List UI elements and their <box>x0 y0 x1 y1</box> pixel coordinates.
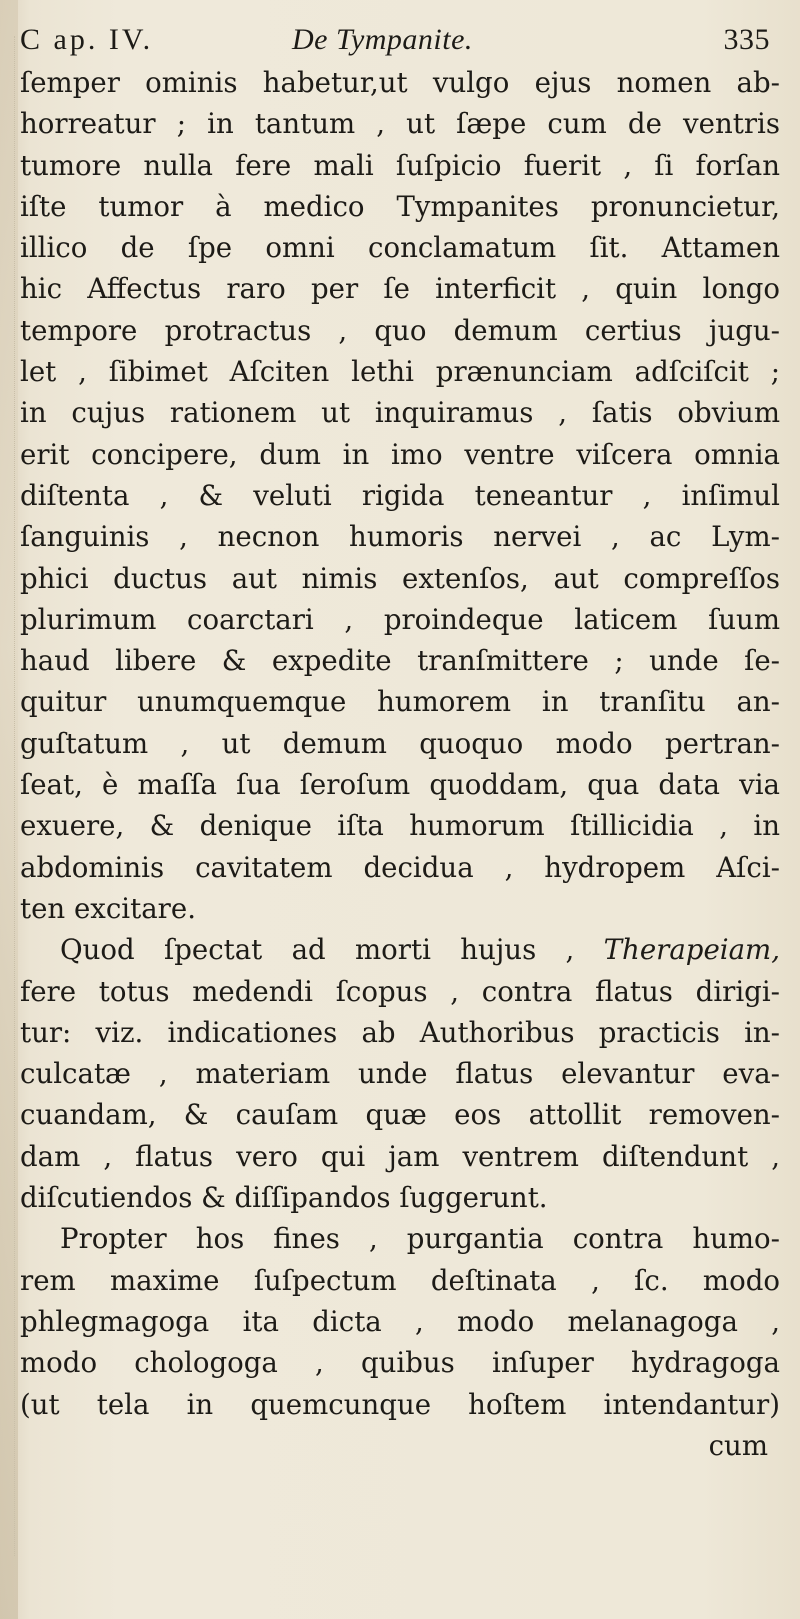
catchword: cum <box>708 1428 768 1462</box>
text-line: ſanguinis , necnon humoris nervei , ac Lym- <box>20 520 780 554</box>
text-line: diſtenta , & veluti rigida teneantur , inſimul <box>20 478 780 512</box>
text-line: guſtatum , ut demum quoquo modo pertran- <box>20 726 780 760</box>
text-line: phici ductus aut nimis extenſos, aut compreſſos <box>20 561 780 595</box>
text-line: plurimum coarctari , proindeque laticem ſuum <box>20 602 780 636</box>
text-fragment: Quod ſpectat ad morti hujus , <box>60 933 604 967</box>
text-line: fere totus medendi ſcopus , contra flatus dirigi- <box>20 974 780 1008</box>
text-line: let , ſibimet Aſciten lethi prænunciam adſciſcit ; <box>20 355 780 389</box>
text-line: illico de ſpe omni conclamatum ſit. Attamen <box>20 231 780 265</box>
text-line: horreatur ; in tantum , ut ſæpe cum de ventris <box>20 107 780 141</box>
text-line: cuandam, & cauſam quæ eos attollit removen- <box>20 1098 780 1132</box>
text-line: ſemper ominis habetur,ut vulgo ejus nomen ab- <box>20 66 780 99</box>
text-line: abdominis cavitatem decidua , hydropem Aſci- <box>20 850 780 884</box>
running-title: De Tympanite. <box>292 23 473 56</box>
chapter-heading: C ap. IV. <box>20 23 154 56</box>
text-line: hic Affectus raro per ſe interficit , quin longo <box>20 272 780 306</box>
text-line: tumore nulla fere mali ſuſpicio fuerit , ſi forſan <box>20 148 780 182</box>
text-line: tur: viz. indicationes ab Authoribus practicis in- <box>20 1015 780 1049</box>
italic-term: Therapeiam, <box>603 933 780 967</box>
page-number: 335 <box>723 23 770 56</box>
text-line: phlegmagoga ita dicta , modo melanagoga , <box>20 1304 780 1338</box>
text-line: (ut tela in quemcunque hoſtem intendantur) <box>20 1387 780 1421</box>
text-line: dam , flatus vero qui jam ventrem diſtendunt , <box>20 1139 780 1173</box>
text-line: in cujus rationem ut inquiramus , ſatis obvium <box>20 396 780 430</box>
body-text <box>20 62 780 1466</box>
gutter-shadow <box>0 0 18 1619</box>
paragraph-first-line <box>20 929 780 970</box>
page-header <box>20 14 780 66</box>
text-line: haud libere & expedite tranſmittere ; unde ſe- <box>20 644 780 678</box>
text-line: rem maxime ſuſpectum deſtinata , ſc. modo <box>20 1263 780 1297</box>
text-line: exuere, & denique iſta humorum ſtillicidia , in <box>20 809 780 843</box>
text-line: diſcutiendos & diſſipandos ſuggerunt. <box>20 1181 548 1215</box>
paragraph-first-line: Propter hos fines , purgantia contra humo- <box>60 1222 780 1256</box>
text-line: ſeat, è maſſa ſua ſeroſum quoddam, qua data via <box>20 768 780 802</box>
text-line: iſte tumor à medico Tympanites pronuncietur, <box>20 189 780 223</box>
text-line: culcatæ , materiam unde flatus elevantur eva- <box>20 1057 780 1091</box>
text-line: modo chologoga , quibus inſuper hydragoga <box>20 1346 780 1380</box>
text-line: erit concipere, dum in imo ventre viſcera omnia <box>20 437 780 471</box>
text-line: tempore protractus , quo demum certius jugu- <box>20 313 780 347</box>
margin-rule <box>14 36 15 1556</box>
text-line: ten excitare. <box>20 891 196 925</box>
text-line: quitur unumquemque humorem in tranſitu an- <box>20 685 780 719</box>
